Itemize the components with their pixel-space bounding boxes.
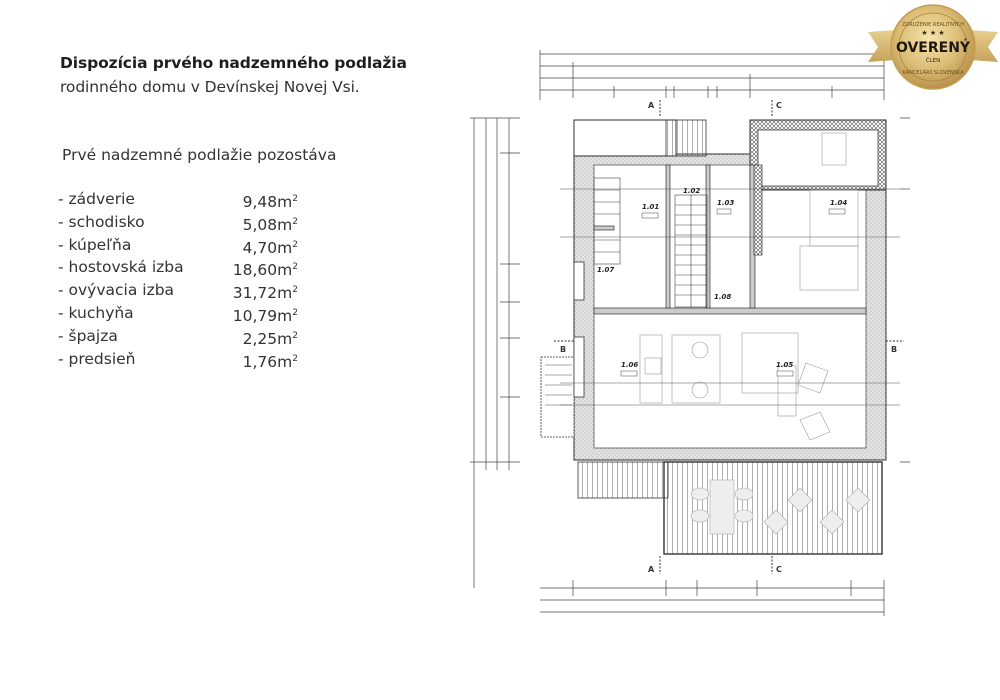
section-marker-a: A bbox=[648, 101, 655, 110]
room-name: - kúpeľňa bbox=[58, 235, 132, 254]
room-area: $9,48m^2$ bbox=[242, 193, 298, 211]
svg-text:1.06: 1.06 bbox=[621, 361, 639, 369]
svg-text:C: C bbox=[776, 565, 782, 574]
room-item bbox=[58, 256, 298, 279]
svg-text:1.01: 1.01 bbox=[642, 203, 660, 211]
room-name: - predsieň bbox=[58, 349, 136, 368]
rooms-heading: Prvé nadzemné podlažie pozostáva bbox=[62, 146, 337, 164]
room-area: $4,70m^2$ bbox=[242, 238, 298, 257]
svg-text:B: B bbox=[891, 345, 898, 354]
room-name: - schodisko bbox=[58, 212, 145, 231]
room-item bbox=[58, 211, 298, 234]
svg-text:1.05: 1.05 bbox=[776, 361, 794, 369]
svg-text:1.07: 1.07 bbox=[597, 266, 615, 274]
verified-member-badge bbox=[866, 2, 1000, 98]
svg-text:1.03: 1.03 bbox=[717, 199, 735, 207]
svg-text:1.02: 1.02 bbox=[683, 187, 701, 195]
floor-plan-drawing bbox=[470, 40, 910, 620]
room-area: $18,60m^2$ bbox=[232, 261, 298, 280]
badge-stars: ★ ★ ★ bbox=[921, 29, 945, 37]
page-subtitle: rodinného domu v Devínskej Novej Vsi. bbox=[60, 78, 360, 96]
room-item bbox=[58, 188, 298, 211]
svg-text:1.08: 1.08 bbox=[714, 293, 732, 301]
svg-text:1.04: 1.04 bbox=[830, 199, 848, 207]
badge-sub-text: ČLEN bbox=[925, 58, 941, 64]
rooms-list bbox=[58, 188, 298, 370]
svg-text:A: A bbox=[648, 565, 655, 574]
room-name: - hostovská izba bbox=[58, 258, 184, 277]
room-area: $1,76m^2$ bbox=[242, 352, 298, 371]
room-area: $2,25m^2$ bbox=[242, 329, 298, 348]
room-area: $5,08m^2$ bbox=[242, 215, 298, 234]
badge-bottom-text: KANCELÁRIÍ SLOVENSKA bbox=[902, 70, 964, 76]
page-title: Dispozícia prvého nadzemného podlažia bbox=[60, 54, 407, 72]
room-item bbox=[58, 348, 298, 371]
room-item bbox=[58, 325, 298, 348]
svg-text:B: B bbox=[560, 345, 567, 354]
room-item bbox=[58, 279, 298, 302]
section-marker-c: C bbox=[776, 101, 782, 110]
badge-main-text: OVERENÝ bbox=[895, 40, 971, 56]
room-name: - špajza bbox=[58, 326, 118, 345]
room-area: $31,72m^2$ bbox=[232, 284, 298, 303]
room-name: - kuchyňa bbox=[58, 303, 134, 322]
room-name: - zádverie bbox=[58, 190, 135, 208]
room-name: - ovývacia izba bbox=[58, 281, 175, 300]
badge-top-text: ZDRUŽENIE REALITNÝCH bbox=[901, 22, 965, 28]
room-item bbox=[58, 302, 298, 325]
room-area: $10,79m^2$ bbox=[232, 306, 298, 325]
room-item bbox=[58, 234, 298, 257]
